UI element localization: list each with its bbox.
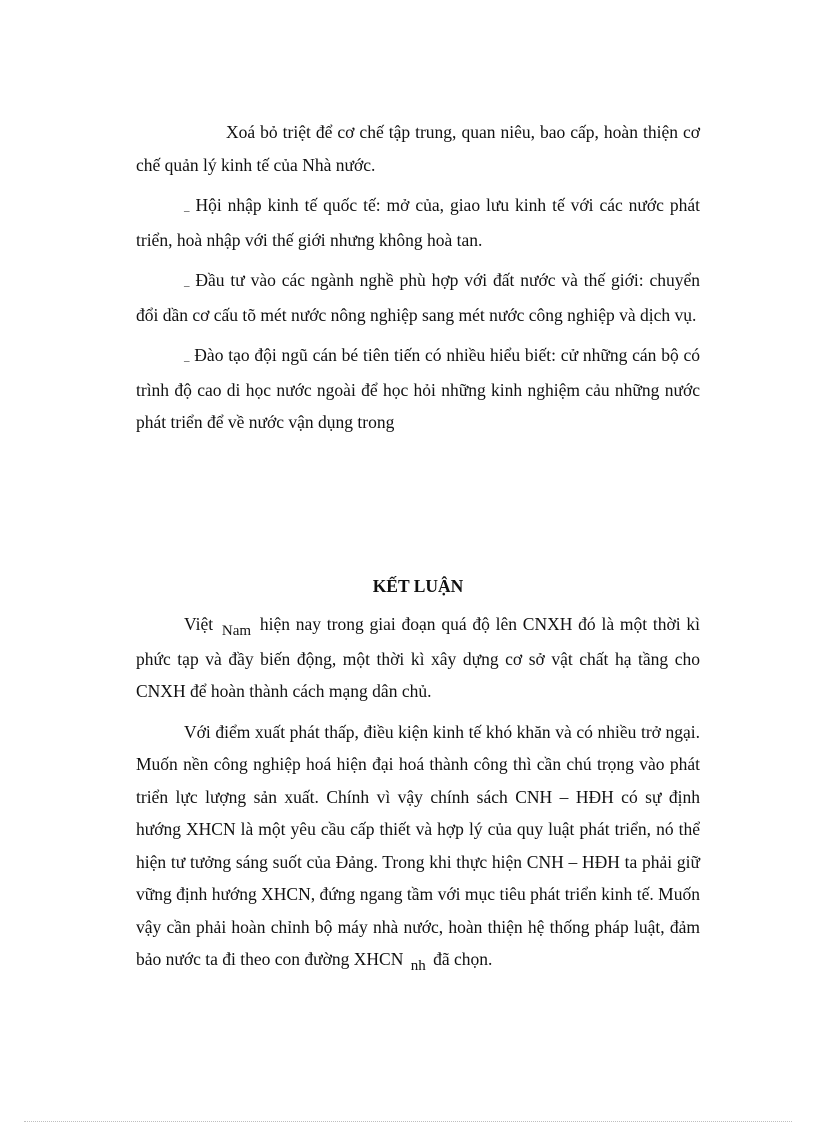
paragraph-integration	[136, 189, 700, 256]
paragraph-text-start: Việt	[184, 614, 214, 634]
paragraph-text: Đầu tư vào các ngành nghề phù hợp với đất nước và thế giới: chuyển đổi dần cơ cấu tõ mét nước nông nghiệp sang mét nước công nghiệp và dịch vụ.	[136, 270, 700, 325]
conclusion-heading: KẾT LUẬN	[372, 576, 464, 596]
paragraph-text: Hội nhập kinh tế quốc tế: mở của, giao lưu kinh tế với các nước phát triển, hoà nhập với thế giới nhưng không hoà tan.	[136, 195, 700, 250]
paragraph-training	[136, 339, 700, 439]
paragraph-text-rest: hiện nay trong giai đoạn quá độ lên CNXH đó là một thời kì phức tạp và đầy biến động, một thời kì xây dựng cơ sở vật chất hạ tầng cho CNXH để hoàn thành cách mạng dân chủ.	[136, 614, 700, 701]
paragraph-abolish-subsidy	[136, 116, 700, 181]
paragraph-text: Xoá bỏ triệt để cơ chế tập trung, quan niêu, bao cấp, hoàn thiện cơ chế quản lý kinh tế của Nhà nước.	[136, 122, 700, 175]
paragraph-conclusion-1	[136, 608, 700, 708]
policy-measures-section	[136, 116, 700, 447]
bullet-dash: _	[184, 201, 190, 213]
bullet-dash: _	[184, 276, 190, 288]
paragraph-conclusion-2	[136, 716, 700, 978]
paragraph-text-start: Với điểm xuất phát thấp, điều kiện kinh tế khó khăn và có nhiều trở ngại. Muốn nền công nghiệp hoá hiện đại hoá thành công thì cần chú trọng vào phát triển lực lượng sản xuất. Chính vì vậy chính sách CNH – HĐH có sự định hướng XHCN là một yêu cầu cấp thiết và hợp lý của quy luật phát triển, nó thể hiện tư tưởng sáng suốt của Đảng. Trong khi thực hiện CNH – HĐH ta phải giữ vững định hướng XHCN, đứng ngang tầm với mục tiêu phát triển kinh tế. Muốn vậy cần phải hoàn chỉnh bộ máy nhà nước, hoàn thiện hệ thống pháp luật, đảm bảo nước ta đi theo con đường XHCN	[136, 721, 700, 969]
subscript-fragment: Nam	[221, 623, 252, 639]
page-bottom-dotted-rule	[24, 1121, 792, 1122]
conclusion-section	[136, 608, 700, 986]
paragraph-text: Đào tạo đội ngũ cán bé tiên tiến có nhiều hiểu biết: cử những cán bộ có trình độ cao di học nước ngoài để học hỏi những kinh nghiệm cảu những nước phát triển để về nước vận dụng trong	[136, 345, 701, 432]
subscript-fragment: nh	[410, 958, 426, 974]
bullet-dash: _	[184, 351, 190, 363]
paragraph-investment	[136, 264, 700, 331]
paragraph-text-rest: đã chọn.	[433, 949, 493, 969]
